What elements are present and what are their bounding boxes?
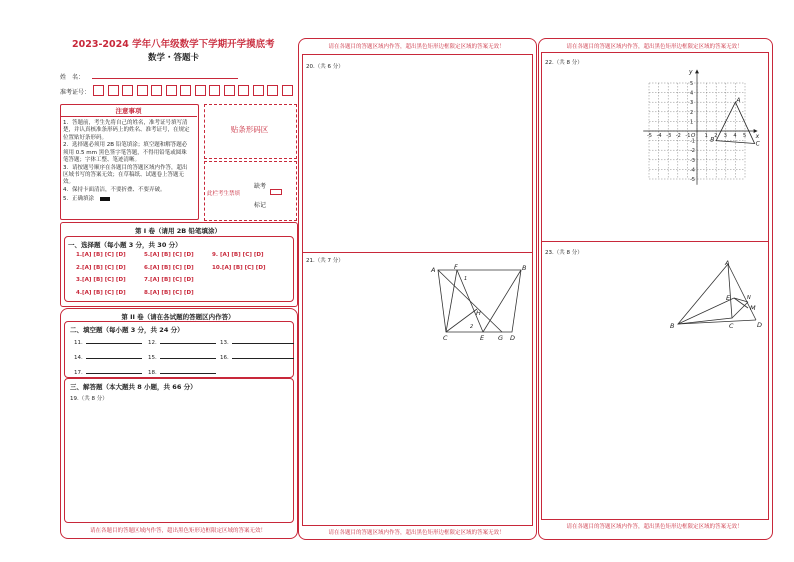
figure-21 [428, 262, 532, 342]
exam-no-digit-box[interactable] [195, 85, 206, 96]
q23-label: 23.（共 8 分） [545, 250, 583, 256]
fill-item-label: 18. [148, 370, 157, 376]
fill-item-label: 11. [74, 340, 83, 346]
exam-no-digit-box[interactable] [282, 85, 293, 96]
notice-item: 4．保持卡面清洁，不要折叠、不要弄破。 [63, 186, 166, 193]
mc-question[interactable]: 5.[A] [B] [C] [D] [144, 252, 194, 258]
fig21-label-B: B [522, 264, 527, 272]
fig21-label-2: 2 [470, 324, 474, 330]
exam-no-digit-box[interactable] [166, 85, 177, 96]
x-tick-label: 1 [704, 133, 708, 139]
x-tick-label: -2 [675, 133, 681, 139]
mc-question[interactable]: 2.[A] [B] [C] [D] [76, 264, 126, 271]
x-axis-label: x [755, 133, 760, 140]
notice-title: 注意事项 [115, 107, 142, 115]
point-label-C: C [755, 140, 760, 148]
notice-item: 5．正确填涂 [63, 196, 94, 203]
card-subtitle: 数学・答题卡 [148, 53, 200, 63]
y-tick-label: 1 [690, 119, 694, 126]
exam-no-digit-box[interactable] [238, 85, 249, 96]
q20-label: 20.（共 6 分） [306, 64, 344, 70]
y-tick-label: 4 [690, 90, 694, 97]
fig21-label-H: H [476, 309, 481, 317]
exam-no-digit-box[interactable] [151, 85, 162, 96]
fig21-label-D: D [510, 334, 516, 342]
point-label-A: A [736, 97, 741, 105]
fig23-label-B: B [670, 322, 675, 330]
q19-label: 19.（共 8 分） [70, 396, 108, 402]
mc-question[interactable]: 7.[A] [B] [C] [D] [144, 277, 194, 283]
part2-heading: 第 II 卷（请在各试题的答题区内作答） [121, 313, 235, 321]
x-tick-label: -1 [685, 133, 691, 139]
q21-label: 21.（共 7 分） [306, 258, 344, 264]
x-tick-label: 5 [743, 133, 747, 139]
fill-section-title: 二、填空题（每小题 3 分，共 24 分） [70, 326, 184, 334]
absent-sub-label: 此栏考生禁填 [207, 191, 241, 197]
exam-no-label: 准考证号： [60, 89, 91, 96]
fill-answer-line[interactable] [160, 353, 216, 359]
fig21-label-C: C [443, 334, 448, 342]
fill-item-label: 13. [220, 340, 229, 346]
y-tick-label: -2 [690, 148, 695, 155]
mc-question[interactable]: 9. [A] [B] [C] [D] [212, 252, 264, 258]
x-tick-label: 3 [723, 133, 727, 139]
fill-answer-line[interactable] [86, 353, 142, 359]
x-tick-label: 2 [714, 133, 718, 139]
fig23-label-N: N [747, 295, 751, 301]
exam-no-digit-box[interactable] [267, 85, 278, 96]
fig23-triangle-ABC [678, 264, 732, 324]
exam-no-digit-box[interactable] [224, 85, 235, 96]
y-tick-label: -3 [690, 157, 695, 164]
name-field[interactable] [92, 78, 238, 79]
fill-answer-line[interactable] [86, 368, 142, 374]
origin-label: O [691, 133, 696, 139]
absent-checkbox[interactable] [270, 189, 282, 195]
exam-no-digit-box[interactable] [137, 85, 148, 96]
warning-top-right: 请在各题目的答题区域内作答，超出黑色矩形边框限定区域的答案无效！ [566, 44, 743, 50]
answer-area-19[interactable] [66, 404, 290, 518]
fig21-label-G: G [498, 334, 504, 342]
fig21-label-F: F [454, 263, 458, 271]
mc-question[interactable]: 8.[A] [B] [C] [D] [144, 289, 194, 296]
notice-item: 1．答题前，考生先将自己的姓名，准考证号填写清楚，并认真核准条形码上的姓名、准考证号，在规定位置贴好条形码。 [63, 120, 190, 141]
fig23-line-BD [678, 320, 756, 324]
fig21-line-BE [483, 270, 521, 332]
x-tick-label: -5 [647, 133, 652, 139]
mc-question[interactable]: 3.[A] [B] [C] [D] [76, 277, 126, 283]
barcode-label: 贴条形码区 [230, 125, 269, 134]
fig23-label-E: E [726, 294, 731, 302]
mc-question[interactable]: 1.[A] [B] [C] [D] [76, 252, 126, 258]
filled-sample [100, 197, 110, 201]
warning-bottom-mid: 请在各题目的答题区域内作答，超出黑色矩形边框限定区域的答案无效！ [328, 530, 505, 536]
mc-question[interactable]: 6.[A] [B] [C] [D] [144, 264, 194, 271]
y-tick-label: 3 [690, 100, 694, 107]
notice-item: 3．请按题号顺序在各题目的答题区域内作答，超出区域书写的答案无效；在草稿纸、试题卷上答题无效。 [63, 164, 188, 186]
figure-23 [668, 258, 768, 332]
fig21-label-A: A [431, 266, 436, 274]
fill-item-label: 16. [220, 355, 229, 361]
notice-list [63, 120, 191, 204]
fill-answer-line[interactable] [160, 368, 216, 374]
fill-item-label: 14. [74, 355, 83, 361]
y-tick-label: -4 [690, 167, 695, 174]
point-label-B: B [710, 136, 715, 144]
exam-no-digit-box[interactable] [209, 85, 220, 96]
q22-label: 22.（共 8 分） [545, 60, 583, 66]
exam-no-boxes[interactable] [93, 85, 297, 96]
fig23-label-D: D [757, 321, 763, 329]
mc-section-title: 一、选择题（每小题 3 分，共 30 分） [68, 241, 182, 249]
absent-label: 缺考 [254, 183, 267, 190]
x-tick-label: -4 [656, 133, 662, 139]
figure-22 [640, 64, 764, 188]
warning-bottom-left: 请在各题目的答题区域内作答，超出黑色矩形边框限定区域的答案无效！ [89, 528, 266, 534]
fill-item-label: 17. [74, 370, 83, 376]
fig21-line-FE [457, 270, 483, 332]
fill-item-label: 15. [148, 355, 157, 361]
absent-mark-label: 标记 [254, 202, 267, 209]
warning-bottom-right: 请在各题目的答题区域内作答，超出黑色矩形边框限定区域的答案无效！ [566, 524, 743, 530]
fig23-label-M: M [750, 304, 756, 312]
y-tick-label: -5 [690, 177, 695, 183]
exam-no-digit-box[interactable] [180, 85, 191, 96]
y-tick-label: -1 [690, 138, 695, 145]
fill-grid [74, 338, 292, 376]
fill-answer-line[interactable] [86, 338, 142, 344]
fill-answer-line[interactable] [232, 353, 294, 359]
name-label: 姓 名： [60, 74, 85, 81]
fig23-label-A: A [725, 259, 730, 267]
fill-answer-line[interactable] [160, 338, 216, 344]
fig21-label-E: E [480, 334, 485, 342]
exam-no-digit-box[interactable] [93, 85, 104, 96]
y-axis-arrow [695, 69, 699, 73]
fill-answer-line[interactable] [232, 338, 294, 344]
x-tick-label: 4 [733, 133, 737, 139]
exam-no-digit-box[interactable] [108, 85, 119, 96]
part1-heading: 第 I 卷（请用 2B 铅笔填涂） [135, 227, 221, 235]
mc-question[interactable]: 10.[A] [B] [C] [D] [212, 264, 266, 271]
fig21-label-1: 1 [464, 276, 468, 282]
warning-top-mid: 请在各题目的答题区域内作答，超出黑色矩形边框限定区域的答案无效！ [328, 44, 505, 50]
answer-area-20[interactable] [304, 72, 530, 250]
solve-section-title: 三、解答题（本大题共 8 小题，共 66 分） [70, 383, 197, 391]
fill-item-label: 12. [148, 340, 157, 346]
mc-question[interactable]: 4.[A] [B] [C] [D] [76, 289, 126, 296]
y-axis-label: y [689, 68, 693, 76]
exam-title: 2023-2024 学年八年级数学下学期开学摸底考 [72, 39, 275, 50]
exam-no-digit-box[interactable] [253, 85, 264, 96]
notice-item: 2．选择题必须用 2B 铅笔填涂；填空题和解答题必须用 0.5 mm 黑色签字笔答题，不得用铅笔或圆珠笔答题；字体工整、笔迹清晰。 [63, 142, 188, 164]
fig23-label-C: C [729, 322, 734, 330]
fig23-line-CN [732, 302, 748, 318]
x-tick-label: -3 [666, 133, 672, 139]
y-tick-label: 5 [690, 81, 694, 87]
y-tick-label: 2 [690, 109, 694, 116]
exam-no-digit-box[interactable] [122, 85, 133, 96]
